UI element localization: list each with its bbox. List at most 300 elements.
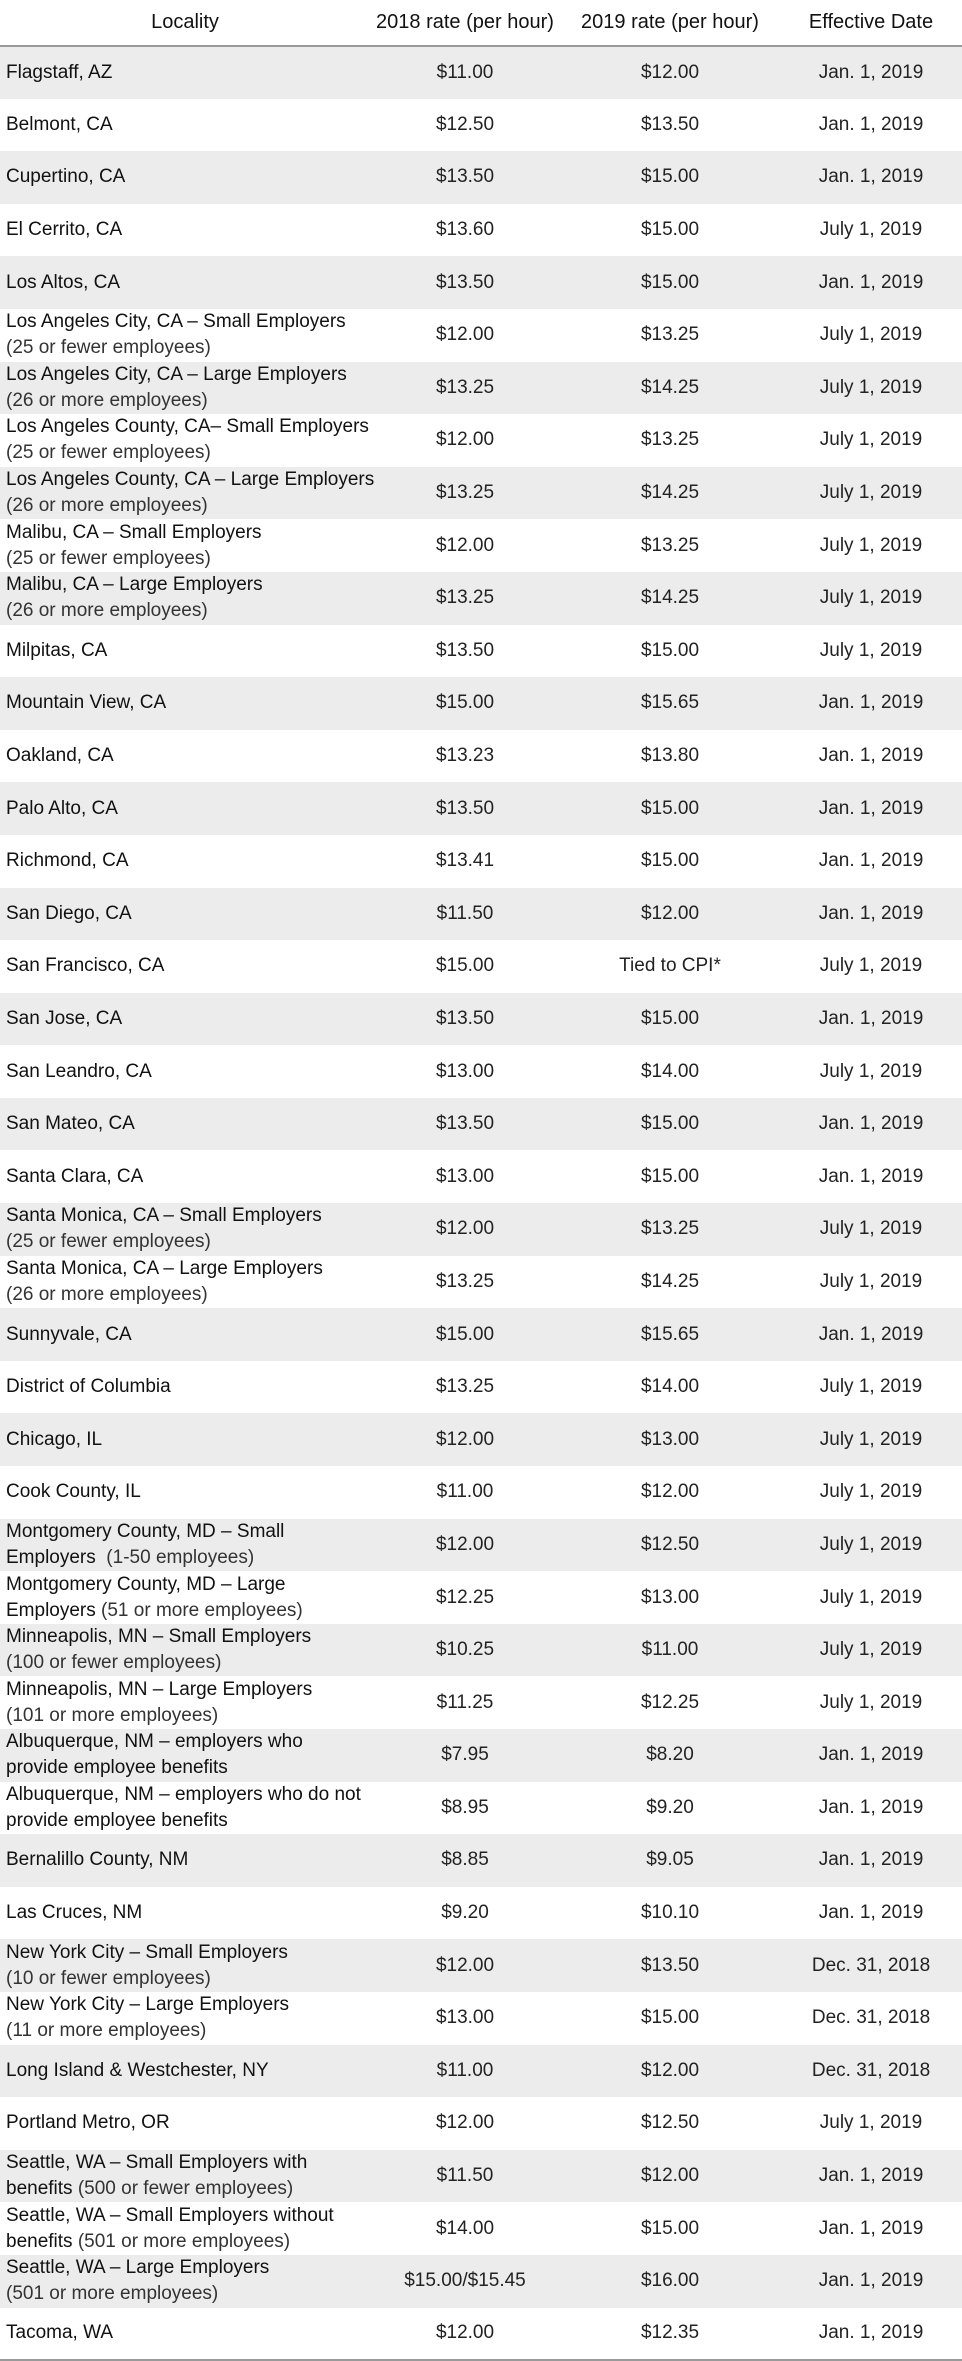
locality-line-1 bbox=[6, 414, 370, 440]
effective-date-cell: July 1, 2019 bbox=[819, 1270, 923, 1292]
employee-count-note: (26 or more employees) bbox=[6, 495, 208, 517]
table-row bbox=[0, 204, 962, 257]
effective-date-cell: July 1, 2019 bbox=[819, 324, 923, 346]
locality-line-1 bbox=[6, 60, 370, 86]
locality-line-1 bbox=[6, 112, 370, 138]
table-row bbox=[0, 99, 962, 152]
rate-2019-cell: $12.25 bbox=[640, 1691, 700, 1713]
locality-line-1 bbox=[6, 638, 370, 664]
locality-cell bbox=[0, 414, 370, 467]
employee-count-note: (501 or more employees) bbox=[6, 2283, 219, 2305]
locality-name: Portland Metro, OR bbox=[6, 2112, 170, 2134]
rate-2019-cell: $15.00 bbox=[640, 639, 700, 661]
effective-date-cell: Jan. 1, 2019 bbox=[818, 797, 924, 819]
locality-cell bbox=[0, 625, 370, 678]
locality-name: Palo Alto, CA bbox=[6, 797, 118, 819]
rate-2018-cell: $13.50 bbox=[435, 1113, 495, 1135]
locality-cell bbox=[0, 1361, 370, 1414]
effective-date-cell: Dec. 31, 2018 bbox=[811, 2007, 931, 2029]
header-locality: Locality bbox=[0, 0, 370, 46]
table-row bbox=[0, 677, 962, 730]
locality-line-2 bbox=[6, 546, 370, 572]
rate-2018-cell: $13.00 bbox=[435, 1060, 495, 1082]
locality-name: Albuquerque, NM – employers who bbox=[6, 1731, 303, 1753]
employee-count-note: (10 or fewer employees) bbox=[6, 1967, 211, 1989]
header-rate-2018: 2018 rate (per hour) bbox=[370, 0, 560, 46]
table-row bbox=[0, 1992, 962, 2045]
rate-2019-cell: $11.00 bbox=[641, 1639, 699, 1661]
locality-cell bbox=[0, 993, 370, 1046]
rate-2018-cell: $13.25 bbox=[435, 587, 495, 609]
locality-name: Los Angeles City, CA – Large Employers bbox=[6, 363, 347, 385]
table-row bbox=[0, 256, 962, 309]
rate-2019-cell: $15.00 bbox=[640, 1007, 700, 1029]
table-row bbox=[0, 1466, 962, 1519]
locality-name: Milpitas, CA bbox=[6, 639, 108, 661]
locality-cell bbox=[0, 1203, 370, 1256]
rate-2018-cell: $8.85 bbox=[441, 1849, 489, 1871]
rate-2018-cell: $13.25 bbox=[435, 376, 495, 398]
rate-2019-cell: $14.25 bbox=[640, 482, 700, 504]
locality-line-1 bbox=[6, 1519, 370, 1545]
locality-line-1 bbox=[6, 901, 370, 927]
locality-name: Malibu, CA – Small Employers bbox=[6, 521, 262, 543]
locality-line-2 bbox=[6, 2229, 370, 2255]
locality-line-2 bbox=[6, 1966, 370, 1992]
locality-cell bbox=[0, 467, 375, 520]
rate-2018-cell: $13.25 bbox=[435, 482, 495, 504]
employee-count-note: (100 or fewer employees) bbox=[6, 1652, 222, 1674]
employee-count-note: (51 or more employees) bbox=[95, 1599, 303, 1621]
table-row bbox=[0, 1624, 962, 1677]
rate-2019-cell: $15.00 bbox=[640, 271, 700, 293]
table-row bbox=[0, 1203, 962, 1256]
employee-count-note: (25 or fewer employees) bbox=[6, 337, 211, 359]
locality-cell bbox=[0, 2045, 370, 2098]
locality-name-continued: provide employee benefits bbox=[6, 1757, 228, 1779]
table-row bbox=[0, 940, 962, 993]
effective-date-cell: Jan. 1, 2019 bbox=[818, 1744, 924, 1766]
rate-2018-cell: $15.00/$15.45 bbox=[404, 2270, 526, 2292]
effective-date-cell: Jan. 1, 2019 bbox=[818, 1165, 924, 1187]
locality-name: Albuquerque, NM – employers who do not bbox=[6, 1783, 361, 1805]
locality-line-1 bbox=[6, 1847, 370, 1873]
locality-name-continued: Employers bbox=[6, 1599, 96, 1621]
table-row bbox=[0, 1308, 962, 1361]
rate-2019-cell: $15.65 bbox=[640, 1323, 700, 1345]
locality-name: San Francisco, CA bbox=[6, 955, 165, 977]
locality-line-2 bbox=[6, 335, 370, 361]
table-row bbox=[0, 888, 962, 941]
table-row bbox=[0, 1782, 962, 1835]
locality-cell bbox=[0, 362, 370, 415]
table-row bbox=[0, 730, 962, 783]
locality-cell bbox=[0, 1413, 370, 1466]
locality-name-continued: benefits bbox=[6, 2230, 73, 2252]
locality-line-1 bbox=[6, 1940, 370, 1966]
effective-date-cell: Jan. 1, 2019 bbox=[818, 271, 924, 293]
rate-2018-cell: $11.25 bbox=[436, 1691, 494, 1713]
rate-2018-cell: $13.00 bbox=[435, 1165, 495, 1187]
locality-line-1 bbox=[6, 1164, 370, 1190]
effective-date-cell: Jan. 1, 2019 bbox=[818, 745, 924, 767]
effective-date-cell: Jan. 1, 2019 bbox=[818, 1007, 924, 1029]
locality-line-1 bbox=[6, 164, 370, 190]
effective-date-cell: July 1, 2019 bbox=[819, 1691, 923, 1713]
effective-date-cell: Jan. 1, 2019 bbox=[818, 61, 924, 83]
rate-2019-cell: $15.65 bbox=[640, 692, 700, 714]
locality-cell bbox=[0, 151, 370, 204]
locality-cell bbox=[0, 2150, 370, 2203]
rate-2019-cell: $13.50 bbox=[640, 113, 700, 135]
locality-cell bbox=[0, 1729, 370, 1782]
rate-2019-cell: $12.00 bbox=[640, 2059, 700, 2081]
table-header bbox=[0, 0, 962, 46]
effective-date-cell: Jan. 1, 2019 bbox=[818, 902, 924, 924]
rate-2018-cell: $8.95 bbox=[441, 1796, 489, 1818]
effective-date-cell: Jan. 1, 2019 bbox=[818, 692, 924, 714]
employee-count-note: (500 or fewer employees) bbox=[72, 2178, 294, 2200]
locality-cell bbox=[0, 1782, 370, 1835]
rate-2019-cell: $8.20 bbox=[646, 1744, 694, 1766]
effective-date-cell: July 1, 2019 bbox=[819, 429, 923, 451]
locality-line-1 bbox=[6, 796, 370, 822]
locality-line-1 bbox=[6, 270, 370, 296]
table-row bbox=[0, 1413, 962, 1466]
locality-name: Montgomery County, MD – Small bbox=[6, 1520, 285, 1542]
rate-2019-cell: $12.35 bbox=[560, 2308, 780, 2361]
rate-2018-cell: $11.00 bbox=[436, 1481, 494, 1503]
locality-line-2 bbox=[6, 598, 370, 624]
employee-count-note: (501 or more employees) bbox=[72, 2230, 291, 2252]
rate-2018-cell: $15.00 bbox=[435, 955, 495, 977]
rate-2019-cell: $13.25 bbox=[640, 429, 700, 451]
rate-2019-cell: $13.00 bbox=[640, 1428, 700, 1450]
rate-2019-cell: $10.10 bbox=[640, 1902, 700, 1924]
rate-2018-cell: $12.00 bbox=[370, 2308, 560, 2361]
rate-2019-cell: $14.25 bbox=[640, 376, 700, 398]
rate-2018-cell: $13.50 bbox=[435, 1007, 495, 1029]
rate-2019-cell: $12.00 bbox=[640, 1481, 700, 1503]
rate-2018-cell: $13.50 bbox=[435, 271, 495, 293]
rate-2018-cell: $12.00 bbox=[435, 534, 495, 556]
locality-line-2 bbox=[6, 1703, 370, 1729]
effective-date-cell: July 1, 2019 bbox=[819, 376, 923, 398]
employee-count-note: (11 or more employees) bbox=[6, 2020, 207, 2042]
effective-date-cell: July 1, 2019 bbox=[819, 1428, 923, 1450]
table-row bbox=[0, 782, 962, 835]
header-effective-date: Effective Date bbox=[780, 0, 962, 46]
locality-line-1 bbox=[6, 1782, 370, 1808]
locality-line-2 bbox=[6, 2176, 370, 2202]
locality-line-2 bbox=[6, 493, 370, 519]
table-row bbox=[0, 1939, 962, 1992]
locality-cell bbox=[0, 99, 370, 152]
effective-date-cell: Jan. 1, 2019 bbox=[818, 850, 924, 872]
locality-cell bbox=[0, 572, 370, 625]
rate-2018-cell: $13.25 bbox=[435, 1376, 495, 1398]
locality-name: Malibu, CA – Large Employers bbox=[6, 574, 263, 596]
locality-line-2 bbox=[6, 2281, 370, 2307]
effective-date-cell: July 1, 2019 bbox=[819, 1060, 923, 1082]
rate-2018-cell: $11.00 bbox=[436, 2059, 494, 2081]
locality-name: District of Columbia bbox=[6, 1376, 171, 1398]
locality-name: Montgomery County, MD – Large bbox=[6, 1573, 286, 1595]
locality-name: Long Island & Westchester, NY bbox=[6, 2059, 269, 2081]
locality-line-2 bbox=[6, 1598, 370, 1624]
locality-line-2 bbox=[6, 1545, 370, 1571]
locality-name: Santa Monica, CA – Small Employers bbox=[6, 1205, 322, 1227]
table-row bbox=[0, 1150, 962, 1203]
effective-date-cell: July 1, 2019 bbox=[819, 1218, 923, 1240]
rate-2019-cell: $12.00 bbox=[640, 61, 700, 83]
locality-line-1 bbox=[6, 1624, 370, 1650]
table-row bbox=[0, 1887, 962, 1940]
employee-count-note: (25 or fewer employees) bbox=[6, 1231, 211, 1253]
rate-2019-cell: $16.00 bbox=[640, 2270, 700, 2292]
rate-2018-cell: $13.60 bbox=[435, 219, 495, 241]
locality-cell bbox=[0, 1676, 370, 1729]
locality-cell bbox=[0, 1939, 370, 1992]
locality-cell bbox=[0, 46, 370, 99]
rate-2018-cell: $13.50 bbox=[435, 639, 495, 661]
locality-name: Las Cruces, NM bbox=[6, 1902, 143, 1924]
locality-name: New York City – Small Employers bbox=[6, 1941, 288, 1963]
rate-2019-cell: $12.50 bbox=[640, 2112, 700, 2134]
table-row bbox=[0, 2150, 962, 2203]
locality-line-2 bbox=[6, 1650, 370, 1676]
effective-date-cell: Dec. 31, 2018 bbox=[811, 2059, 931, 2081]
rate-2018-cell: $14.00 bbox=[435, 2217, 495, 2239]
table-row bbox=[0, 467, 962, 520]
effective-date-cell: Jan. 1, 2019 bbox=[818, 2270, 924, 2292]
rate-2019-cell: $14.00 bbox=[640, 1060, 700, 1082]
locality-name: Minneapolis, MN – Small Employers bbox=[6, 1626, 312, 1648]
table-row bbox=[0, 2097, 962, 2150]
rate-2019-cell: $15.00 bbox=[640, 219, 700, 241]
locality-line-1 bbox=[6, 1572, 370, 1598]
rate-2019-cell: $12.50 bbox=[640, 1533, 700, 1555]
locality-cell bbox=[0, 940, 370, 993]
rate-2019-cell: $12.00 bbox=[640, 2165, 700, 2187]
locality-line-1 bbox=[6, 1322, 370, 1348]
locality-line-1 bbox=[6, 1203, 370, 1229]
locality-cell bbox=[0, 1834, 370, 1887]
locality-line-1 bbox=[6, 2320, 370, 2346]
locality-cell bbox=[0, 1571, 370, 1624]
table-row bbox=[0, 993, 962, 1046]
locality-name: San Leandro, CA bbox=[6, 1060, 152, 1082]
rate-2018-cell: $12.00 bbox=[435, 1218, 495, 1240]
locality-line-1 bbox=[6, 2058, 370, 2084]
table-row bbox=[0, 835, 962, 888]
effective-date-cell: July 1, 2019 bbox=[819, 2112, 923, 2134]
locality-line-1 bbox=[6, 572, 370, 598]
table-row bbox=[0, 572, 962, 625]
table-body bbox=[0, 46, 962, 2360]
employee-count-note: (25 or fewer employees) bbox=[6, 442, 211, 464]
locality-name: Seattle, WA – Small Employers without bbox=[6, 2204, 334, 2226]
rate-2018-cell: $13.23 bbox=[435, 745, 495, 767]
rate-2018-cell: $12.00 bbox=[435, 1533, 495, 1555]
locality-line-1 bbox=[6, 1900, 370, 1926]
locality-line-1 bbox=[6, 520, 370, 546]
table-row bbox=[0, 1098, 962, 1151]
locality-name: Cupertino, CA bbox=[6, 166, 126, 188]
locality-name-continued: provide employee benefits bbox=[6, 1809, 228, 1831]
locality-cell bbox=[0, 2097, 370, 2150]
rate-2018-cell: $13.41 bbox=[435, 850, 495, 872]
employee-count-note: (25 or fewer employees) bbox=[6, 547, 211, 569]
rate-2019-cell: $12.00 bbox=[640, 902, 700, 924]
effective-date-cell: Jan. 1, 2019 bbox=[818, 1323, 924, 1345]
table-row bbox=[0, 1256, 962, 1309]
locality-cell bbox=[0, 1150, 370, 1203]
effective-date-cell: July 1, 2019 bbox=[819, 482, 923, 504]
locality-cell bbox=[0, 256, 370, 309]
locality-cell bbox=[0, 1992, 370, 2045]
rate-2019-cell: $15.00 bbox=[640, 1165, 700, 1187]
locality-name: El Cerrito, CA bbox=[6, 219, 123, 241]
table-row bbox=[0, 519, 962, 572]
table-row bbox=[0, 362, 962, 415]
locality-cell bbox=[0, 677, 370, 730]
locality-line-2 bbox=[6, 2018, 370, 2044]
employee-count-note: (101 or more employees) bbox=[6, 1704, 219, 1726]
rate-2018-cell: $12.00 bbox=[435, 1954, 495, 1976]
table-row bbox=[0, 46, 962, 99]
rate-2018-cell: $13.25 bbox=[435, 1270, 495, 1292]
locality-line-1 bbox=[6, 2203, 370, 2229]
locality-name: Los Angeles City, CA – Small Employers bbox=[6, 311, 346, 333]
effective-date-cell: July 1, 2019 bbox=[819, 534, 923, 556]
locality-line-1 bbox=[6, 1374, 370, 1400]
locality-cell bbox=[0, 1624, 370, 1677]
locality-line-1 bbox=[6, 217, 370, 243]
locality-cell bbox=[0, 1098, 370, 1151]
locality-line-2 bbox=[6, 1282, 370, 1308]
locality-name: Seattle, WA – Large Employers bbox=[6, 2257, 270, 2279]
locality-cell bbox=[0, 1466, 370, 1519]
locality-cell bbox=[0, 1308, 370, 1361]
table-row bbox=[0, 309, 962, 362]
employee-count-note: (26 or more employees) bbox=[6, 600, 208, 622]
locality-name-continued: Employers bbox=[6, 1546, 96, 1568]
header-row bbox=[0, 0, 962, 46]
locality-cell bbox=[0, 2202, 370, 2255]
locality-name: Bernalillo County, NM bbox=[6, 1849, 189, 1871]
table-row bbox=[0, 414, 962, 467]
locality-name: Belmont, CA bbox=[6, 113, 113, 135]
locality-line-1 bbox=[6, 1111, 370, 1137]
table-row bbox=[0, 1729, 962, 1782]
effective-date-cell: July 1, 2019 bbox=[819, 1639, 923, 1661]
rate-2018-cell: $12.50 bbox=[435, 113, 495, 135]
locality-name: Los Angeles County, CA – Large Employers bbox=[6, 469, 375, 491]
locality-name: Los Angeles County, CA– Small Employers bbox=[6, 416, 369, 438]
locality-cell bbox=[0, 1519, 370, 1572]
header-rate-2019: 2019 rate (per hour) bbox=[560, 0, 780, 46]
locality-line-1 bbox=[6, 848, 370, 874]
locality-cell bbox=[0, 782, 370, 835]
locality-line-1 bbox=[6, 1256, 370, 1282]
employee-count-note: (26 or more employees) bbox=[6, 389, 208, 411]
locality-name: Santa Clara, CA bbox=[6, 1165, 144, 1187]
locality-line-1 bbox=[6, 1059, 370, 1085]
locality-name: Chicago, IL bbox=[6, 1428, 103, 1450]
locality-name: San Mateo, CA bbox=[6, 1113, 135, 1135]
rate-2018-cell: $13.00 bbox=[435, 2007, 495, 2029]
effective-date-cell: July 1, 2019 bbox=[819, 1376, 923, 1398]
table-row bbox=[0, 2255, 962, 2308]
locality-name: Sunnyvale, CA bbox=[6, 1323, 132, 1345]
table-row bbox=[0, 1519, 962, 1572]
rate-2019-cell: $14.25 bbox=[640, 587, 700, 609]
table-row bbox=[0, 625, 962, 678]
rate-2019-cell: $15.00 bbox=[640, 850, 700, 872]
table-row bbox=[0, 151, 962, 204]
employee-count-note: (26 or more employees) bbox=[6, 1283, 208, 1305]
table-row bbox=[0, 1361, 962, 1414]
rate-2018-cell: $12.25 bbox=[435, 1586, 495, 1608]
locality-line-1 bbox=[6, 2255, 370, 2281]
rate-2019-cell: $9.20 bbox=[646, 1796, 694, 1818]
effective-date-cell: July 1, 2019 bbox=[819, 1481, 923, 1503]
locality-name: Seattle, WA – Small Employers with bbox=[6, 2152, 308, 2174]
rate-2019-cell: $14.25 bbox=[640, 1270, 700, 1292]
locality-name: Oakland, CA bbox=[6, 745, 114, 767]
effective-date-cell: July 1, 2019 bbox=[819, 955, 923, 977]
locality-name-continued: benefits bbox=[6, 2178, 73, 2200]
locality-name: Flagstaff, AZ bbox=[6, 61, 113, 83]
table-row bbox=[0, 1045, 962, 1098]
locality-cell bbox=[0, 1256, 370, 1309]
locality-cell bbox=[0, 835, 370, 888]
rate-2018-cell: $15.00 bbox=[435, 1323, 495, 1345]
locality-line-1 bbox=[6, 2150, 370, 2176]
locality-line-1 bbox=[6, 1992, 370, 2018]
effective-date-cell: Jan. 1, 2019 bbox=[818, 2217, 924, 2239]
locality-name: San Jose, CA bbox=[6, 1007, 123, 1029]
locality-line-2 bbox=[6, 1808, 370, 1834]
rate-2018-cell: $11.50 bbox=[436, 2165, 494, 2187]
locality-line-1 bbox=[6, 953, 370, 979]
locality-cell bbox=[0, 730, 370, 783]
effective-date-cell: Jan. 1, 2019 bbox=[818, 1796, 924, 1818]
effective-date-cell: Jan. 1, 2019 bbox=[780, 2308, 962, 2361]
locality-name: Mountain View, CA bbox=[6, 692, 167, 714]
locality-cell bbox=[0, 888, 370, 941]
rate-2018-cell: $10.25 bbox=[435, 1639, 495, 1661]
effective-date-cell: Jan. 1, 2019 bbox=[818, 1849, 924, 1871]
rate-2019-cell: $15.00 bbox=[640, 2007, 700, 2029]
locality-cell bbox=[0, 2308, 370, 2361]
rate-2019-cell: $13.50 bbox=[640, 1954, 700, 1976]
locality-name: Minneapolis, MN – Large Employers bbox=[6, 1678, 313, 1700]
rate-2018-cell: $13.50 bbox=[435, 166, 495, 188]
locality-line-1 bbox=[6, 1479, 370, 1505]
locality-name: Cook County, IL bbox=[6, 1481, 141, 1503]
rate-2018-cell: $12.00 bbox=[435, 429, 495, 451]
rate-2018-cell: $12.00 bbox=[435, 1428, 495, 1450]
effective-date-cell: July 1, 2019 bbox=[819, 219, 923, 241]
effective-date-cell: July 1, 2019 bbox=[819, 1533, 923, 1555]
locality-name: San Diego, CA bbox=[6, 902, 132, 924]
locality-line-1 bbox=[6, 2110, 370, 2136]
locality-line-1 bbox=[6, 1729, 370, 1755]
rate-2019-cell: $15.00 bbox=[640, 1113, 700, 1135]
rate-2019-cell: $13.80 bbox=[640, 745, 700, 767]
